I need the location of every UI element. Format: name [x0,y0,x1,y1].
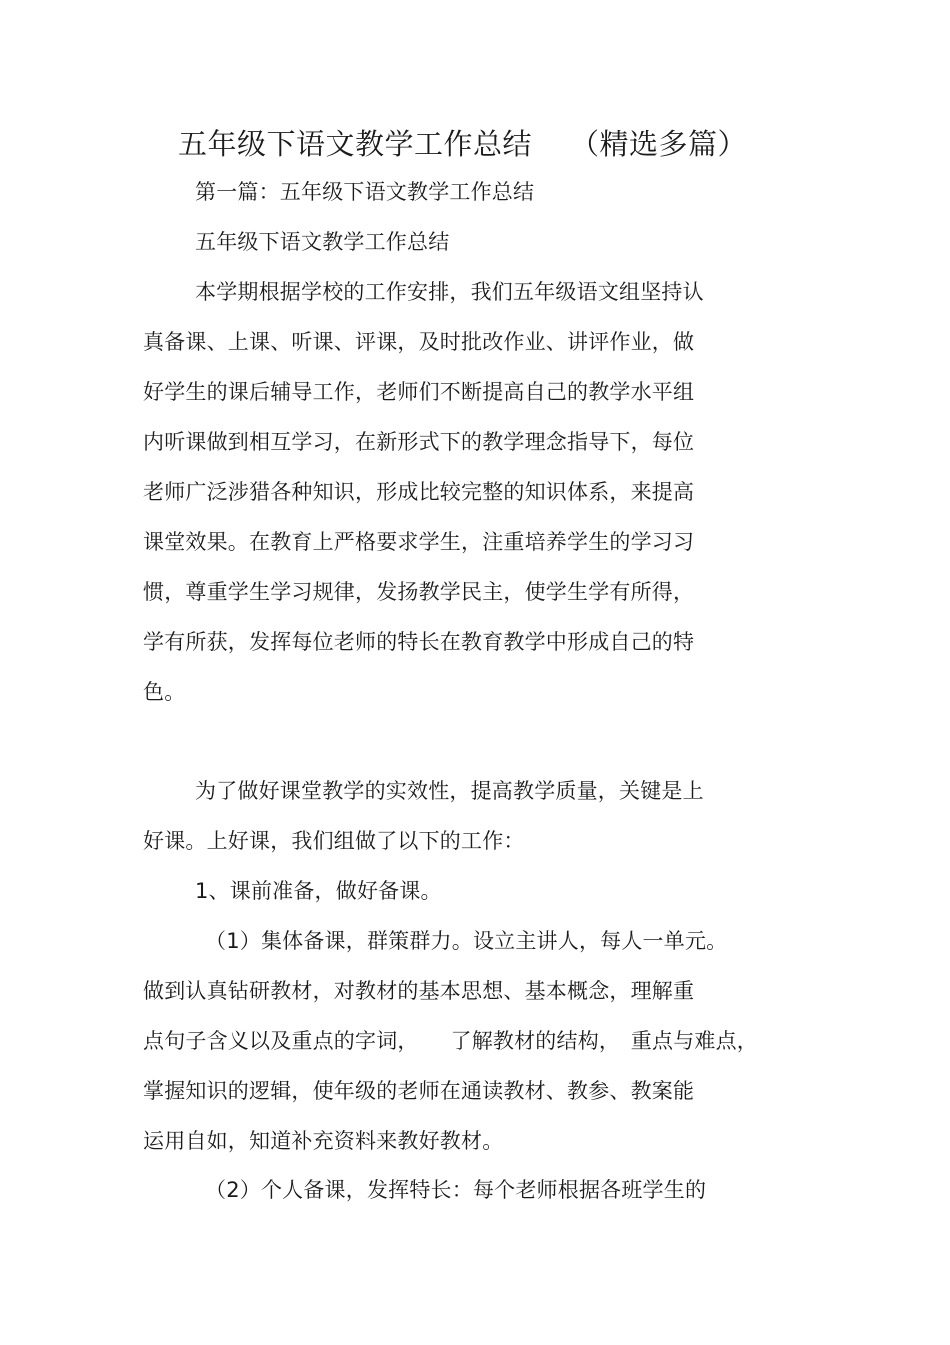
paragraph-line: 好学生的课后辅导工作，老师们不断提高自己的教学水平组 [143,380,695,404]
paragraph-line: 学有所获，发挥每位老师的特长在教育教学中形成自己的特 [143,630,695,654]
paragraph-line: 好课。上好课，我们组做了以下的工作： [143,829,525,853]
list-heading: 1、课前准备，做好备课。 [195,879,442,903]
paragraph-line: 点句子含义以及重点的字词， 了解教材的结构， 重点与难点， [143,1029,758,1053]
section-subtitle: 五年级下语文教学工作总结 [195,230,450,254]
paragraph-line: 真备课、上课、听课、评课，及时批改作业、讲评作业，做 [143,330,695,354]
paragraph-line: （2）个人备课，发挥特长：每个老师根据各班学生的 [205,1178,707,1202]
paragraph-line: 运用自如，知道补充资料来教好教材。 [143,1129,504,1153]
paragraph-line: 为了做好课堂教学的实效性，提高教学质量，关键是上 [195,779,704,803]
title-suffix: （精选多篇） [570,127,748,161]
paragraph-line: 本学期根据学校的工作安排，我们五年级语文组坚持认 [195,280,704,304]
paragraph-line: 课堂效果。在教育上严格要求学生，注重培养学生的学习习 [143,530,695,554]
paragraph-line: 惯，尊重学生学习规律，发扬教学民主，使学生学有所得， [143,580,695,604]
paragraph-line: （1）集体备课，群策群力。设立主讲人，每人一单元。 [205,929,728,953]
title-main: 五年级下语文教学工作总结 [178,127,533,161]
paragraph-line: 色。 [143,680,186,704]
paragraph-line: 做到认真钻研教材，对教材的基本思想、基本概念，理解重 [143,979,695,1003]
paragraph-line: 内听课做到相互学习，在新形式下的教学理念指导下，每位 [143,430,695,454]
document-title [178,124,747,164]
section-heading: 第一篇：五年级下语文教学工作总结 [195,180,535,204]
paragraph-line: 掌握知识的逻辑，使年级的老师在通读教材、教参、教案能 [143,1079,695,1103]
paragraph-line: 老师广泛涉猎各种知识，形成比较完整的知识体系，来提高 [143,480,695,504]
